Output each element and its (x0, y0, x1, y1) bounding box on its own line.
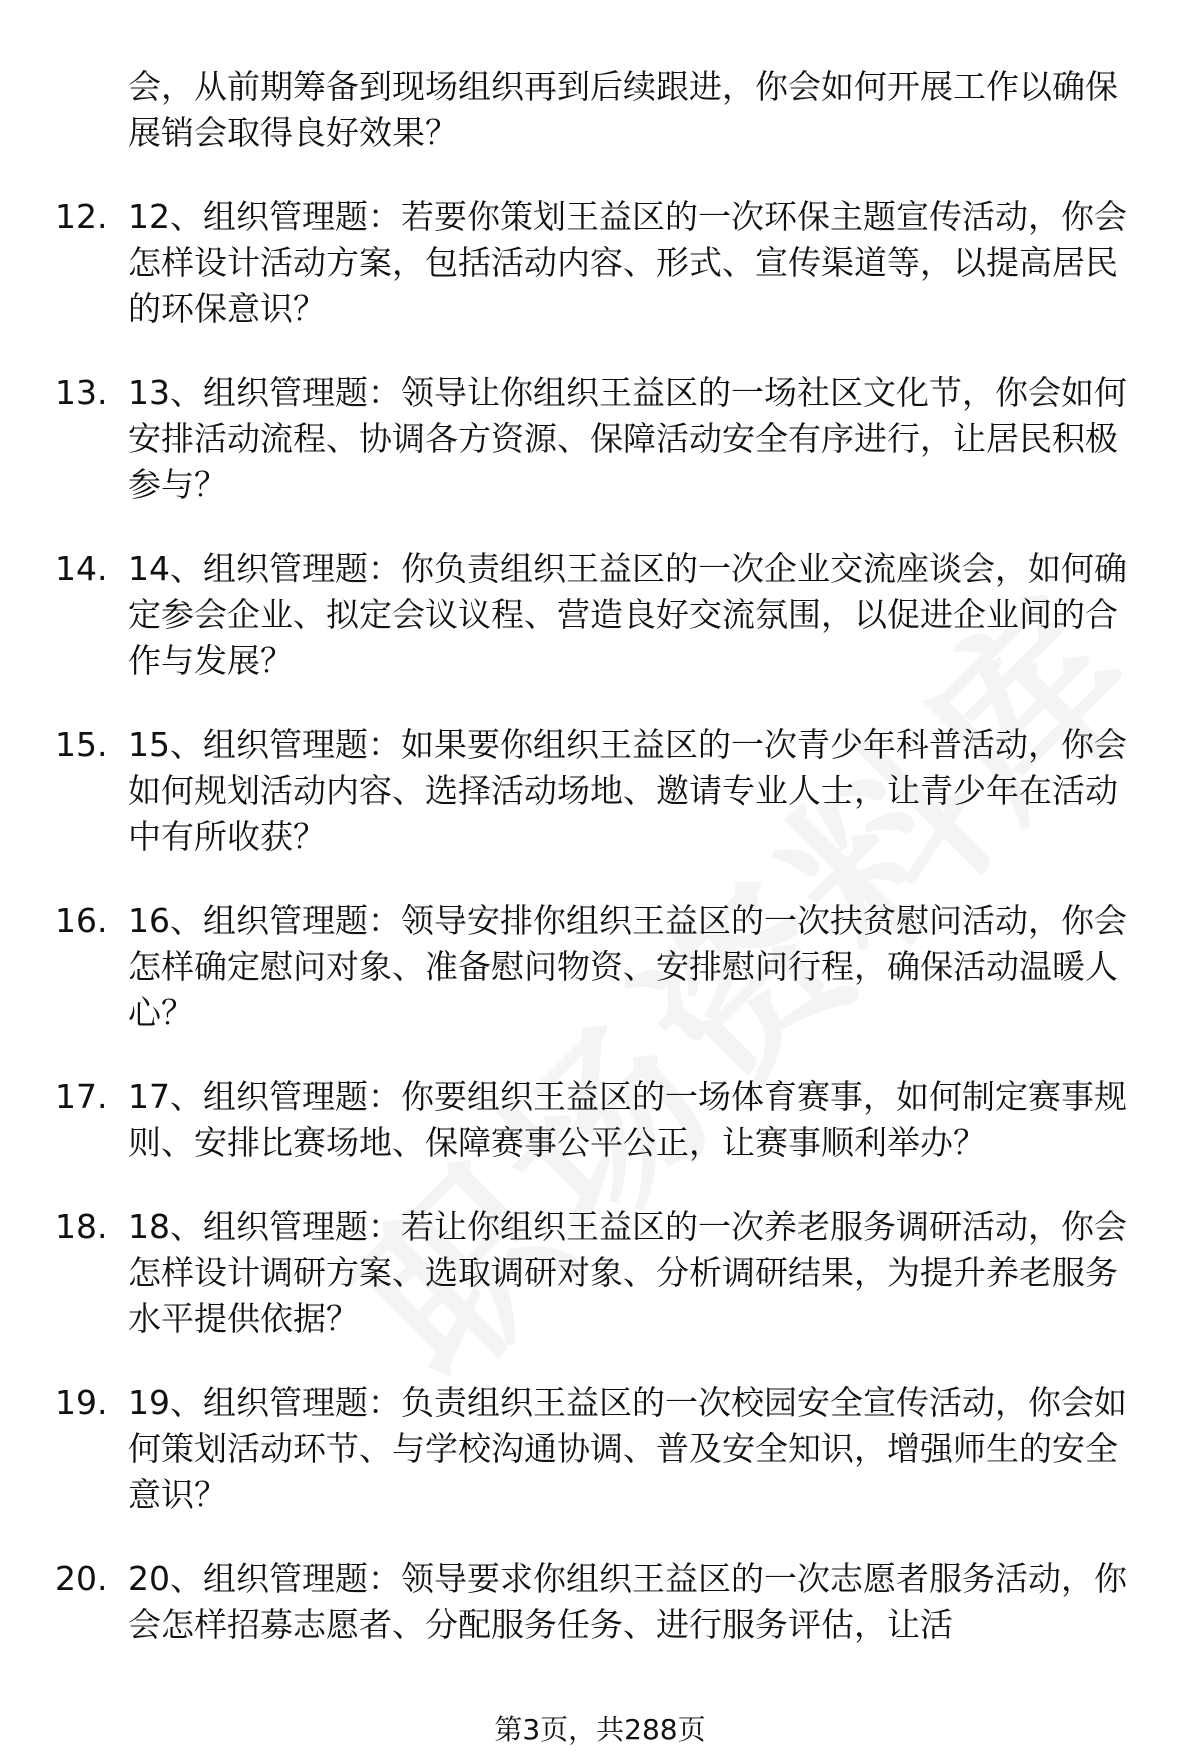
question-item-13 (0, 370, 1200, 508)
question-item-20 (0, 1556, 1200, 1648)
question-number: 20. (55, 1559, 108, 1598)
question-item-17 (0, 1074, 1200, 1166)
continued-question-text: 会，从前期筹备到现场组织再到后续跟进，你会如何开展工作以确保展销会取得良好效果？ (128, 67, 1118, 152)
question-item-18 (0, 1204, 1200, 1342)
question-item-12 (0, 194, 1200, 332)
question-number: 14. (55, 549, 108, 588)
question-text: 18、组织管理题：若让你组织王益区的一次养老服务调研活动，你会怎样设计调研方案、选取调研对象、分析调研结果，为提升养老服务水平提供依据？ (128, 1207, 1127, 1338)
question-item-19 (0, 1380, 1200, 1518)
question-number: 19. (55, 1383, 108, 1422)
question-text: 14、组织管理题：你负责组织王益区的一次企业交流座谈会，如何确定参会企业、拟定会议议程、营造良好交流氛围，以促进企业间的合作与发展？ (128, 549, 1127, 680)
question-number: 15. (55, 725, 108, 764)
question-text: 13、组织管理题：领导让你组织王益区的一场社区文化节，你会如何安排活动流程、协调各方资源、保障活动安全有序进行，让居民积极参与？ (128, 373, 1127, 504)
question-number: 13. (55, 373, 108, 412)
question-item-15 (0, 722, 1200, 860)
question-text: 19、组织管理题：负责组织王益区的一次校园安全宣传活动，你会如何策划活动环节、与学校沟通协调、普及安全知识，增强师生的安全意识？ (128, 1383, 1127, 1514)
question-text: 17、组织管理题：你要组织王益区的一场体育赛事，如何制定赛事规则、安排比赛场地、保障赛事公平公正，让赛事顺利举办？ (128, 1077, 1127, 1162)
question-list (0, 194, 1200, 1648)
question-text: 12、组织管理题：若要你策划王益区的一次环保主题宣传活动，你会怎样设计活动方案，包括活动内容、形式、宣传渠道等，以提高居民的环保意识？ (128, 197, 1127, 328)
question-item-16 (0, 898, 1200, 1036)
question-number: 12. (55, 197, 108, 236)
question-number: 16. (55, 901, 108, 940)
question-text: 15、组织管理题：如果要你组织王益区的一次青少年科普活动，你会如何规划活动内容、选择活动场地、邀请专业人士，让青少年在活动中有所收获？ (128, 725, 1127, 856)
question-item-14 (0, 546, 1200, 684)
question-text: 16、组织管理题：领导安排你组织王益区的一次扶贫慰问活动，你会怎样确定慰问对象、准备慰问物资、安排慰问行程，确保活动温暖人心？ (128, 901, 1127, 1032)
question-text: 20、组织管理题：领导要求你组织王益区的一次志愿者服务活动，你会怎样招募志愿者、分配服务任务、进行服务评估，让活 (128, 1559, 1127, 1644)
question-number: 18. (55, 1207, 108, 1246)
question-number: 17. (55, 1077, 108, 1116)
page-footer: 第3页，共288页 (494, 1713, 706, 1746)
